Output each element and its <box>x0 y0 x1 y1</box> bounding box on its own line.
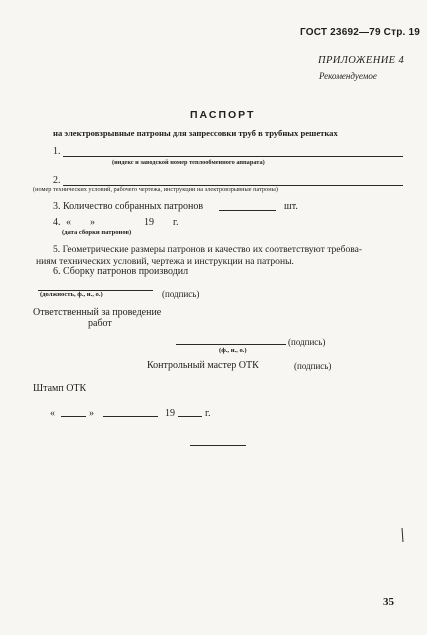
appendix-subtitle: Рекомендуемое <box>319 71 377 81</box>
assembler-caption: (должность, ф., и., о.) <box>40 291 103 298</box>
field-1-number: 1. <box>53 146 61 157</box>
field-6-label: 6. Сборку патронов производил <box>53 266 189 277</box>
stamp-year-line <box>178 416 202 417</box>
document-subtitle: на электровзрывные патроны для запрессовки труб в трубных решетках <box>53 128 338 138</box>
field-1-line <box>63 156 403 157</box>
field-1-caption: (индекс и заводской номер теплообменного аппарата) <box>112 159 265 166</box>
field-4-caption: (дата сборки патронов) <box>62 229 132 236</box>
responsible-label-2: работ <box>88 318 112 329</box>
document-title: ПАСПОРТ <box>190 109 256 121</box>
field-3-line <box>219 210 276 211</box>
stamp-close-quote: » <box>89 408 94 419</box>
responsible-caption: (ф., и., о.) <box>219 347 247 354</box>
field-5-line-1: 5. Геометрические размеры патронов и качество их соответствуют требова- <box>53 244 363 255</box>
field-5-line-2: ниям технических условий, чертежа и инструкции на патроны. <box>36 256 294 267</box>
inspector-sign: (подпись) <box>294 361 332 371</box>
stamp-signature-line <box>190 445 246 446</box>
field-4-year-suffix: г. <box>173 217 179 228</box>
stamp-open-quote: « <box>50 408 55 419</box>
inspector-label: Контрольный мастер ОТК <box>147 360 259 371</box>
field-3-label: 3. Количество собранных патронов <box>53 201 204 212</box>
scan-mark <box>402 528 404 542</box>
page-number: 35 <box>383 596 394 608</box>
gost-header: ГОСТ 23692—79 Стр. 19 <box>300 27 420 38</box>
stamp-month-line <box>103 416 158 417</box>
appendix-title: ПРИЛОЖЕНИЕ 4 <box>318 55 405 66</box>
stamp-year: 19 <box>165 408 175 419</box>
stamp-year-suffix: г. <box>205 408 211 419</box>
field-4-close-quote: » <box>90 217 95 228</box>
field-2-number: 2. <box>53 175 61 186</box>
field-4-year: 19 <box>144 217 154 228</box>
stamp-day-line <box>61 416 86 417</box>
field-4-number: 4. <box>53 217 61 228</box>
responsible-sign: (подпись) <box>288 337 326 347</box>
responsible-line <box>176 344 286 345</box>
field-4-open-quote: « <box>66 217 71 228</box>
assembler-sign: (подпись) <box>162 289 200 299</box>
field-2-caption: (номер технических условий, рабочего чертежа, инструкции на электровзрывные патроны) <box>33 186 278 193</box>
stamp-label: Штамп ОТК <box>33 383 87 394</box>
responsible-label-1: Ответственный за проведение <box>33 307 162 318</box>
field-3-unit: шт. <box>284 201 298 212</box>
